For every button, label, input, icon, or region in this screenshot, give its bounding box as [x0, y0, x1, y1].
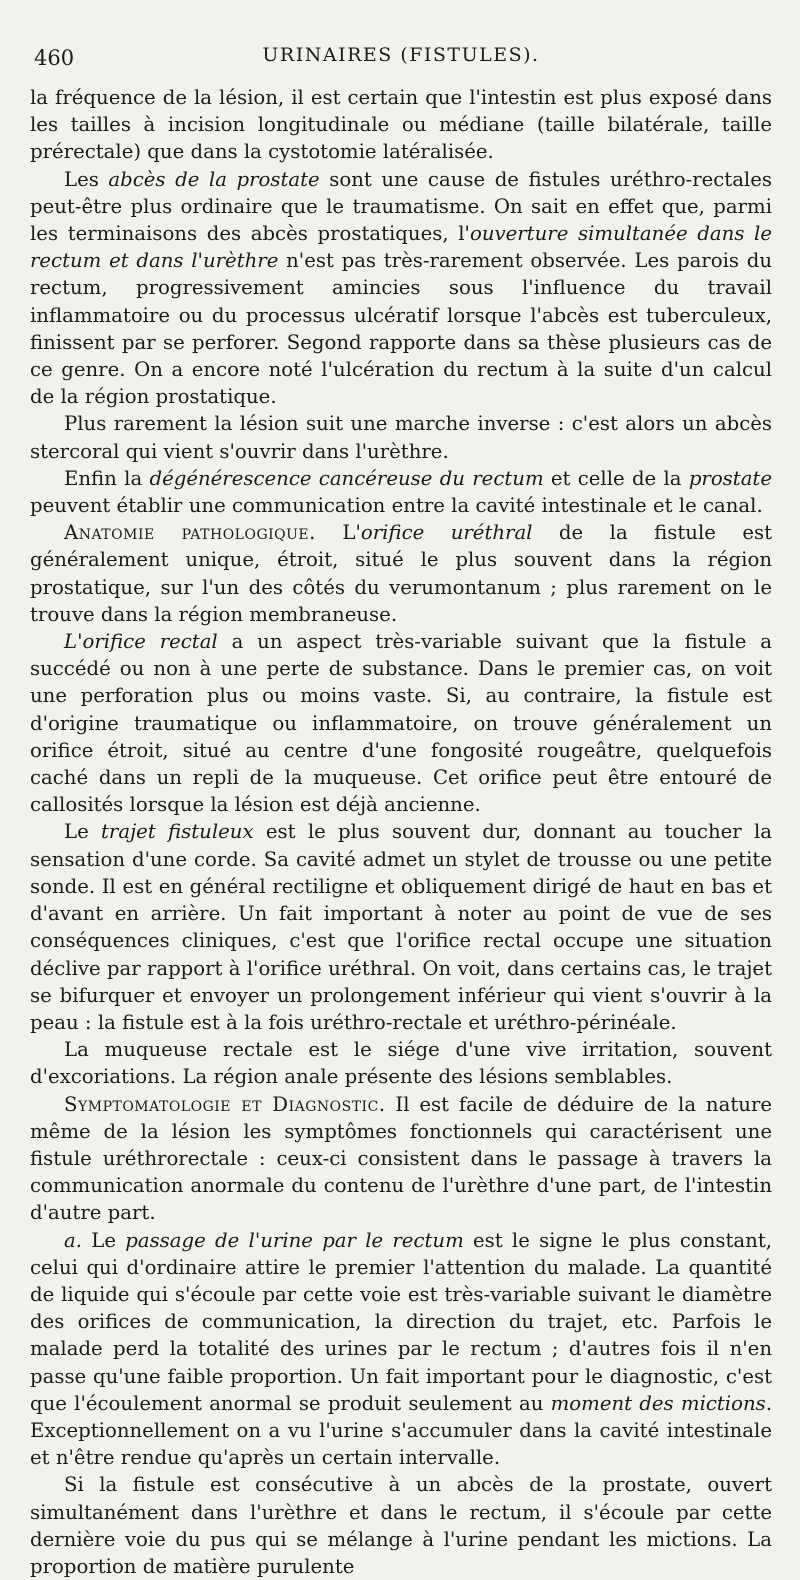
paragraph	[30, 84, 772, 166]
text-run: est le signe le plus constant, celui qui d'ordinaire attire le premier l'attention du malade. La quantité de liquide qui s'écoule par cette voie est très-variable suivant le diamètre des orifices de communication, la direction du trajet, etc. Parfois le malade perd la totalité des urines par le rectum ; d'autres fois il n'en passe qu'une faible proportion. Un fait important pour le diagnostic, c'est que l'écoulement anormal se produit seulement au	[30, 1228, 772, 1415]
paragraph	[30, 628, 772, 818]
italic-text: a.	[64, 1228, 82, 1252]
page-header	[30, 38, 772, 84]
section-heading: Symptomatologie et Diagnostic.	[64, 1092, 386, 1116]
text-run: Le	[64, 820, 102, 844]
text-run: est le plus souvent dur, donnant au toucher la sensation d'une corde. Sa cavité admet un stylet de trousse ou une petite sonde. Il est en général rectiligne et obliquement dirigé de haut en bas et d'avant en arrière. Un fait important à noter au point de vue de ses conséquences cliniques, c'est que l'orifice rectal occupe une situation déclive par rapport à l'orifice uréthral. On voit, dans certains cas, le trajet se bifurquer et envoyer un prolongement inférieur qui vient s'ouvrir à la peau : la fistule est à la fois uréthro-rectale et uréthro-périnéale.	[30, 820, 773, 1034]
text-run: Le	[82, 1228, 126, 1252]
section-heading: Anatomie pathologique.	[64, 521, 316, 545]
paragraph	[30, 1091, 772, 1227]
italic-text: passage de l'urine par le rectum	[125, 1228, 464, 1252]
paragraph	[30, 1036, 772, 1090]
paragraph	[30, 519, 772, 628]
page-number: 460	[34, 46, 75, 70]
text-run: Enfin la	[64, 466, 150, 490]
italic-text: dégénérescence cancéreuse du rectum	[149, 466, 544, 490]
italic-text: prostate	[688, 466, 772, 490]
text-run: Il est facile de déduire de la nature même de la lésion les symptômes fonctionnels qui caractérisent une fistule uréthrorectale : ceux-ci consistent dans le passage à travers la communication anormale du contenu de l'urèthre d'une part, de l'intestin d'autre part.	[30, 1092, 773, 1225]
paragraph	[30, 1227, 772, 1472]
text-run: n'est pas très-rarement observée. Les parois du rectum, progressivement amincies sous l'influence du travail inflammatoire ou du processus ulcératif lorsque l'abcès est tuberculeux, finissent par se perforer. Segond rapporte dans sa thèse plusieurs cas de ce genre. On a encore noté l'ulcération du rectum à la suite d'un calcul de la région prostatique.	[30, 249, 772, 409]
paragraph	[30, 410, 772, 464]
text-run: a un aspect très-variable suivant que la fistule a succédé ou non à une perte de substance. Dans le premier cas, on voit une perforation plus ou moins vaste. Si, au contraire, la fistule est d'origine traumatique ou inflammatoire, on trouve généralement un orifice étroit, situé au centre d'une fongosité rougeâtre, quelquefois caché dans un repli de la muqueuse. Cet orifice peut être entouré de callosités lorsque la lésion est déjà ancienne.	[30, 630, 772, 817]
text-run: Si la fistule est consécutive à un abcès de la prostate, ouvert simultanément dans l'urèthre et dans le rectum, il s'écoule par cette dernière voie du pus qui se mélange à l'urine pendant les mictions. La proportion de matière purulente	[30, 1473, 772, 1578]
text-run: Plus rarement la lésion suit une marche inverse : c'est alors un abcès stercoral qui vient s'ouvrir dans l'urèthre.	[30, 412, 772, 463]
text-run: la fréquence de la lésion, il est certain que l'intestin est plus exposé dans les tailles à incision longitudinale ou médiane (taille bilatérale, taille prérectale) que dans la cystotomie latéralisée.	[30, 86, 772, 164]
italic-text: abcès de la prostate	[108, 167, 320, 191]
text-run: et celle de la	[543, 466, 689, 490]
italic-text: ouverture simultanée dans le rectum et dans l'urèthre	[30, 222, 773, 273]
italic-text: L'orifice rectal	[64, 630, 218, 654]
italic-text: moment des mictions	[550, 1391, 766, 1415]
text-run: Les	[64, 167, 109, 191]
paragraph	[30, 166, 772, 411]
text-run: La muqueuse rectale est le siége d'une vive irritation, souvent d'excoriations. La région anale présente des lésions semblables.	[30, 1038, 772, 1089]
text-run: de la fistule est généralement unique, étroit, situé le plus souvent dans la région prostatique, sur l'un des côtés du verumontanum ; plus rarement on le trouve dans la région membraneuse.	[30, 521, 773, 626]
italic-text: trajet fistuleux	[101, 820, 254, 844]
running-title: URINAIRES (FISTULES).	[262, 44, 540, 66]
text-run: . Exceptionnellement on a vu l'urine s'accumuler dans la cavité intestinale et n'être rendue qu'après un certain intervalle.	[30, 1391, 772, 1470]
paragraph	[30, 1471, 772, 1580]
text-run: peuvent établir une communication entre la cavité intestinale et le canal.	[30, 494, 763, 518]
paragraph	[30, 465, 772, 519]
italic-text: orifice uréthral	[360, 521, 533, 545]
text-run: sont une cause de fistules uréthro-rectales peut-être plus ordinaire que le traumatisme. On sait en effet que, parmi les terminaisons des abcès prostatiques, l'	[30, 167, 772, 246]
paragraph	[30, 818, 772, 1036]
text-run: L'	[315, 521, 361, 545]
page-body	[30, 84, 772, 1580]
